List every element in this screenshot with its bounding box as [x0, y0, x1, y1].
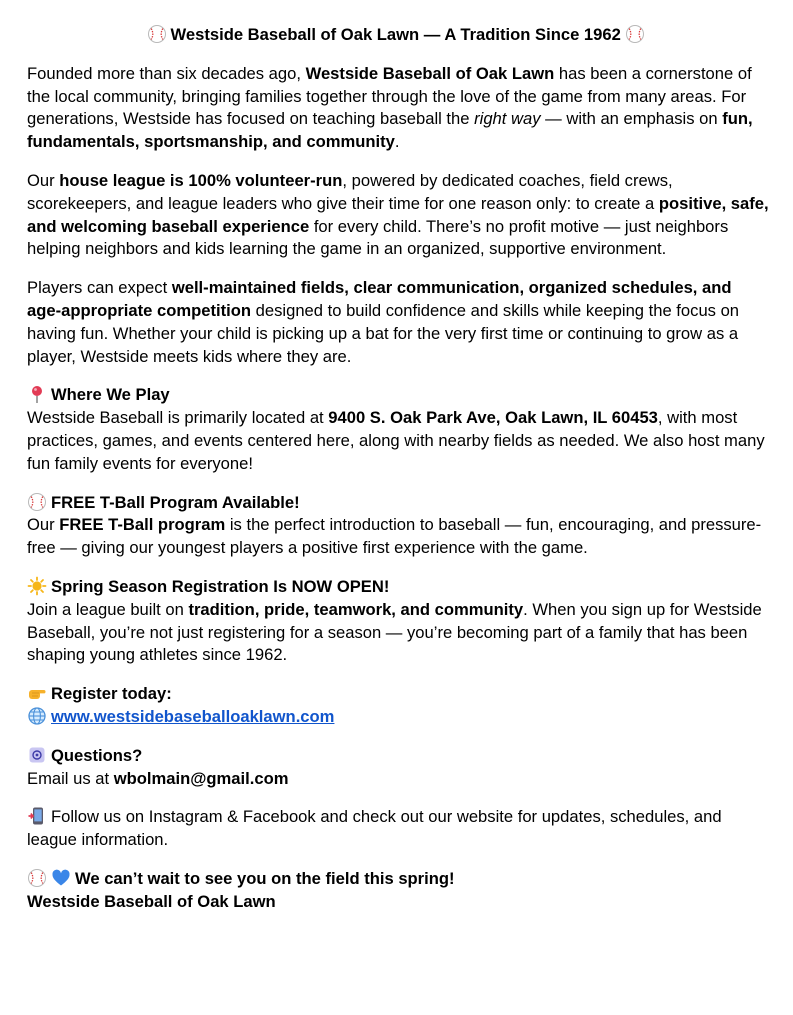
- register-section: [27, 683, 769, 729]
- expectations-paragraph: Players can expect well-maintained fields, clear communication, organized schedules, and age-appropriate competition designed to build confidence and skills while keeping the focus on having fun. Whether your child is picking up a bat for the very first time or continuing to grow as a player, Westside meets kids where they are.: [27, 278, 740, 366]
- register-heading: Register today:: [51, 684, 172, 704]
- baseball-icon: [147, 24, 167, 44]
- address: 9400 S. Oak Park Ave, Oak Lawn, IL 60453: [328, 408, 658, 428]
- website-link[interactable]: www.westsidebaseballoaklawn.com: [51, 706, 335, 726]
- map-pin-icon: [27, 384, 47, 404]
- closing-section: [27, 868, 769, 914]
- page-title: Westside Baseball of Oak Lawn — A Tradition Since 1962: [27, 24, 769, 47]
- signature: Westside Baseball of Oak Lawn: [27, 891, 276, 911]
- tball-section: FREE T-Ball Program Available! Our FREE T-Ball program is the perfect introduction to baseball — fun, encouraging, and pressure-free — giving our youngest players a positive first experience with the game.: [27, 492, 762, 558]
- email-icon: [27, 745, 47, 765]
- globe-icon: [27, 706, 47, 726]
- intro-paragraph: Founded more than six decades ago, Westside Baseball of Oak Lawn has been a cornerstone of the local community, bringing families together through the love of the game from many areas. For generations, Westside has focused on teaching baseball the right way — with an emphasis on fun, fundamentals, sportsmanship, and community.: [27, 63, 753, 152]
- tball-heading: FREE T-Ball Program Available!: [51, 492, 300, 512]
- closing-line: We can’t wait to see you on the field this spring!: [75, 868, 455, 888]
- volunteer-paragraph: Our house league is 100% volunteer-run, powered by dedicated coaches, field crews, scorekeepers, and league leaders who give their time for one reason only: to create a positive, safe, and welcoming baseball experience for every child. There’s no profit motive — just neighbors helping neighbors and kids learning the game in an organized, supportive environment.: [27, 170, 769, 259]
- follow-section: Follow us on Instagram & Facebook and check out our website for updates, schedules, and league information.: [27, 807, 722, 850]
- pointing-hand-icon: [27, 683, 47, 703]
- sun-icon: [27, 576, 47, 596]
- questions-heading: Questions?: [51, 745, 143, 765]
- mobile-phone-icon: [27, 806, 47, 826]
- where-we-play-heading: Where We Play: [51, 385, 170, 405]
- spring-registration-section: Spring Season Registration Is NOW OPEN! Join a league built on tradition, pride, teamwork, and community. When you sign up for Westside Baseball, you’re not just registering for a season — you’re becoming part of a family that has been shaping young athletes since 1962.: [27, 576, 762, 665]
- blue-heart-icon: [51, 868, 71, 888]
- baseball-icon: [27, 492, 47, 512]
- spring-heading: Spring Season Registration Is NOW OPEN!: [51, 576, 390, 596]
- questions-section: Questions? Email us at wbolmain@gmail.com: [27, 745, 289, 788]
- baseball-icon: [625, 24, 645, 44]
- where-we-play-section: Where We Play Westside Baseball is primarily located at 9400 S. Oak Park Ave, Oak Lawn, IL 60453, with most practices, games, and events centered here, along with nearby fields as needed. We also host many fun family events for everyone!: [27, 385, 765, 473]
- email-address: wbolmain@gmail.com: [113, 768, 289, 788]
- baseball-icon: [27, 868, 47, 888]
